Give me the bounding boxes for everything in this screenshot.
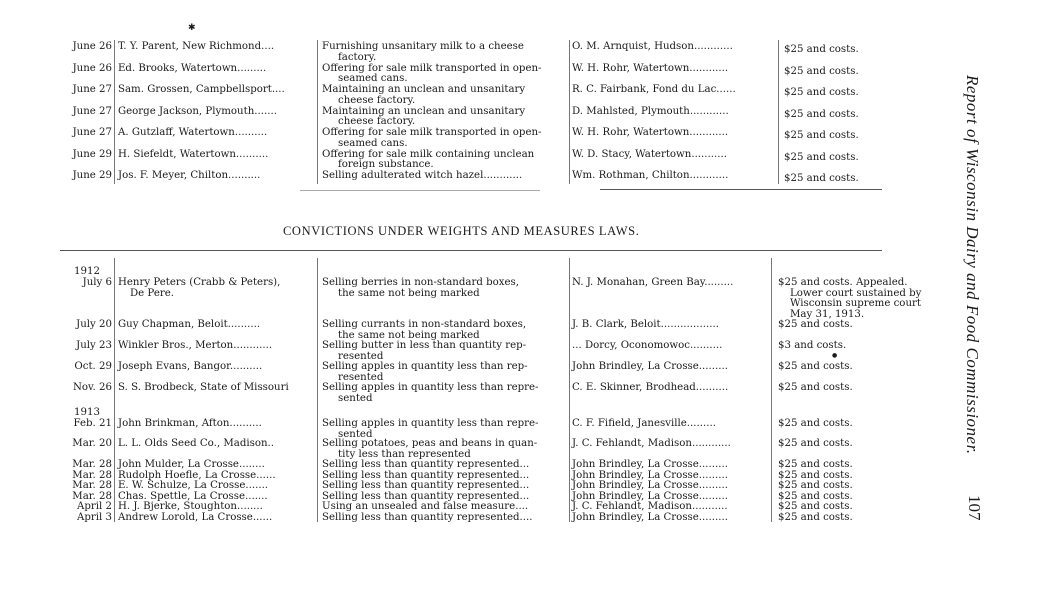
penalty-cell bbox=[778, 341, 870, 352]
prosecutor-cell: W. H. Rohr, Watertown............ bbox=[572, 62, 729, 74]
offense-cell bbox=[322, 278, 566, 299]
year-label: 1913 bbox=[74, 407, 100, 419]
defendant-cell bbox=[118, 362, 314, 373]
date-cell: Mar. 28 bbox=[72, 490, 112, 502]
penalty-cell bbox=[784, 88, 876, 99]
penalty-text: $25 and costs. bbox=[778, 319, 853, 330]
offense-cell bbox=[322, 513, 566, 524]
defendant-cell bbox=[118, 383, 314, 394]
prosecutor-cell: O. M. Arnquist, Hudson............ bbox=[572, 41, 733, 52]
penalty-text: $3 and costs. bbox=[778, 340, 847, 351]
penalty-text-continued: Lower court sustained by bbox=[790, 287, 922, 299]
offense-text: Offering for sale milk transported in open- bbox=[322, 127, 542, 138]
column-rule bbox=[569, 258, 570, 522]
offense-cell bbox=[322, 383, 566, 404]
penalty-cell bbox=[784, 110, 876, 121]
penalty-cell bbox=[778, 502, 870, 513]
offense-cell bbox=[322, 128, 566, 149]
prosecutor-cell: C. F. Fifield, Janesville......... bbox=[572, 418, 716, 429]
defendant-cell bbox=[118, 513, 314, 524]
defendant-cell: Sam. Grossen, Campbellsport.... bbox=[118, 84, 285, 95]
penalty-text: $25 and costs. bbox=[778, 490, 853, 502]
offense-cell bbox=[322, 42, 566, 63]
column-rule bbox=[114, 258, 115, 522]
page-number bbox=[962, 495, 986, 525]
offense-text: Furnishing unsanitary milk to a cheese bbox=[322, 41, 524, 52]
date-cell: Feb. 21 bbox=[73, 418, 112, 429]
offense-text: Selling berries in non-standard boxes, bbox=[322, 277, 519, 288]
offense-cell bbox=[322, 150, 566, 171]
offense-text-continued: resented bbox=[338, 371, 384, 383]
offense-text-continued: the same not being marked bbox=[338, 329, 480, 341]
offense-cell bbox=[322, 320, 566, 341]
column-rule bbox=[569, 40, 570, 184]
defendant-text: Joseph Evans, Bangor.......... bbox=[118, 361, 263, 372]
penalty-cell bbox=[778, 277, 922, 320]
defendant-text: L. L. Olds Seed Co., Madison.. bbox=[118, 438, 275, 449]
date-cell: April 2 bbox=[77, 501, 112, 512]
defendant-cell: Jos. F. Meyer, Chilton.......... bbox=[118, 170, 261, 181]
page-number-text: 107 bbox=[965, 495, 984, 521]
date-cell: Mar. 20 bbox=[72, 438, 112, 449]
dairy-convictions-table bbox=[60, 42, 872, 187]
penalty-cell bbox=[784, 67, 876, 78]
stray-print-mark: ● bbox=[832, 352, 838, 359]
date-cell: June 29 bbox=[72, 170, 112, 181]
defendant-cell: George Jackson, Plymouth....... bbox=[118, 105, 277, 117]
offense-text: Selling less than quantity represented.... bbox=[322, 511, 533, 523]
prosecutor-cell: John Brindley, La Crosse......... bbox=[572, 511, 728, 523]
penalty-cell bbox=[784, 45, 876, 56]
offense-text: Offering for sale milk containing unclean bbox=[322, 148, 535, 160]
offense-text-continued: tity less than represented bbox=[338, 448, 471, 460]
penalty-text: $25 and costs. bbox=[784, 44, 859, 55]
defendant-text: S. S. Brodbeck, State of Missouri bbox=[118, 382, 289, 393]
offense-text: Selling currants in non-standard boxes, bbox=[322, 319, 527, 330]
prosecutor-cell: ... Dorcy, Oconomowoc.......... bbox=[572, 340, 723, 351]
offense-text: Selling apples in quantity less than repre- bbox=[322, 418, 539, 429]
offense-cell bbox=[322, 460, 566, 471]
penalty-text: $25 and costs. bbox=[778, 459, 853, 470]
defendant-text: Winkler Bros., Merton............ bbox=[118, 340, 273, 351]
offense-cell bbox=[322, 502, 566, 513]
prosecutor-cell: J. B. Clark, Beloit.................. bbox=[572, 319, 719, 330]
penalty-text: $25 and costs. Appealed. bbox=[778, 277, 908, 288]
penalty-text: $25 and costs. bbox=[778, 511, 853, 523]
prosecutor-cell: R. C. Fairbank, Fond du Lac...... bbox=[572, 84, 736, 95]
defendant-cell bbox=[118, 481, 314, 492]
date-cell: June 26 bbox=[72, 62, 112, 74]
date-cell: June 26 bbox=[72, 41, 112, 52]
weights-measures-convictions-table bbox=[60, 264, 922, 528]
offense-text: Selling apples in quantity less than rep- bbox=[322, 361, 528, 372]
penalty-text: $25 and costs. bbox=[778, 382, 853, 393]
penalty-cell bbox=[784, 174, 876, 185]
date-cell: Mar. 28 bbox=[72, 459, 112, 470]
defendant-text: H. J. Bjerke, Stoughton........ bbox=[118, 501, 263, 512]
penalty-text: $25 and costs. bbox=[778, 480, 853, 491]
prosecutor-cell: John Brindley, La Crosse......... bbox=[572, 469, 728, 481]
prosecutor-cell: C. E. Skinner, Brodhead.......... bbox=[572, 382, 729, 393]
date-cell: June 27 bbox=[72, 127, 112, 138]
defendant-cell: Ed. Brooks, Watertown......... bbox=[118, 62, 267, 74]
date-cell: July 20 bbox=[76, 319, 112, 330]
offense-text: Maintaining an unclean and unsanitary bbox=[322, 105, 526, 117]
offense-text-continued: foreign substance. bbox=[338, 159, 434, 171]
column-rule bbox=[114, 40, 115, 184]
penalty-cell bbox=[778, 439, 870, 450]
defendant-cell bbox=[118, 341, 314, 352]
offense-cell bbox=[322, 481, 566, 492]
penalty-text: $25 and costs. bbox=[778, 361, 853, 372]
offense-text-continued: cheese factory. bbox=[338, 116, 416, 128]
date-cell: April 3 bbox=[77, 511, 112, 523]
date-cell: Mar. 28 bbox=[72, 480, 112, 491]
offense-text: Selling less than quantity represented... bbox=[322, 469, 530, 481]
penalty-cell bbox=[778, 419, 870, 430]
defendant-cell bbox=[118, 439, 314, 450]
date-cell: Oct. 29 bbox=[74, 361, 112, 372]
penalty-cell bbox=[784, 131, 876, 142]
column-rule bbox=[317, 258, 318, 522]
defendant-cell: A. Gutzlaff, Watertown.......... bbox=[118, 127, 268, 138]
offense-text-continued: resented bbox=[338, 350, 384, 362]
prosecutor-cell: D. Mahlsted, Plymouth............ bbox=[572, 105, 729, 117]
offense-text-continued: sented bbox=[338, 428, 373, 440]
date-cell: June 27 bbox=[72, 105, 112, 117]
offense-cell bbox=[322, 439, 566, 460]
penalty-text: $25 and costs. bbox=[784, 65, 859, 77]
defendant-text: Andrew Lorold, La Crosse...... bbox=[118, 511, 273, 523]
offense-text: Offering for sale milk transported in open- bbox=[322, 62, 542, 74]
date-cell: Nov. 26 bbox=[72, 382, 112, 393]
defendant-text: Chas. Spettle, La Crosse....... bbox=[118, 490, 268, 502]
offense-text-continued: seamed cans. bbox=[338, 73, 408, 85]
date-cell: June 29 bbox=[72, 148, 112, 160]
penalty-text-continued: May 31, 1913. bbox=[790, 308, 865, 320]
offense-text-continued: seamed cans. bbox=[338, 137, 408, 149]
table-bottom-rule bbox=[300, 190, 540, 191]
date-cell: July 6 bbox=[82, 277, 112, 288]
penalty-text: $25 and costs. bbox=[778, 469, 853, 481]
running-head bbox=[956, 75, 986, 535]
defendant-cell bbox=[118, 278, 314, 299]
defendant-cell: T. Y. Parent, New Richmond.... bbox=[118, 41, 275, 52]
penalty-text: $25 and costs. bbox=[784, 151, 859, 163]
offense-cell bbox=[322, 64, 566, 85]
heading-rule bbox=[60, 250, 882, 251]
penalty-text: $25 and costs. bbox=[784, 108, 859, 120]
offense-cell bbox=[322, 362, 566, 383]
date-cell: July 23 bbox=[76, 340, 112, 351]
defendant-cell bbox=[118, 320, 314, 331]
offense-text-continued: sented bbox=[338, 392, 373, 404]
penalty-cell bbox=[778, 383, 870, 394]
offense-cell bbox=[322, 107, 566, 128]
defendant-text: John Mulder, La Crosse........ bbox=[118, 459, 265, 470]
prosecutor-cell: J. C. Fehlandt, Madison............ bbox=[572, 438, 731, 449]
prosecutor-cell: N. J. Monahan, Green Bay......... bbox=[572, 277, 734, 288]
prosecutor-cell: John Brindley, La Crosse......... bbox=[572, 459, 728, 470]
penalty-text: $25 and costs. bbox=[778, 438, 853, 449]
offense-text-continued: the same not being marked bbox=[338, 287, 480, 299]
offense-cell bbox=[322, 341, 566, 362]
defendant-text-continued: De Pere. bbox=[130, 287, 174, 299]
offense-text: Maintaining an unclean and unsanitary bbox=[322, 84, 526, 95]
defendant-text: Guy Chapman, Beloit.......... bbox=[118, 319, 261, 330]
defendant-cell bbox=[118, 419, 314, 430]
penalty-cell bbox=[778, 481, 870, 492]
prosecutor-cell: J. C. Fehlandt, Madison........... bbox=[572, 501, 728, 512]
offense-cell bbox=[322, 419, 566, 440]
penalty-cell bbox=[778, 320, 870, 331]
offense-text: Selling less than quantity represented... bbox=[322, 459, 530, 470]
defendant-cell bbox=[118, 460, 314, 471]
offense-cell bbox=[322, 171, 566, 182]
offense-text-continued: factory. bbox=[338, 51, 377, 63]
stray-print-mark: ✱ bbox=[188, 23, 196, 33]
running-head-text: Report of Wisconsin Dairy and Food Commissioner. bbox=[963, 75, 982, 455]
prosecutor-cell: John Brindley, La Crosse......... bbox=[572, 361, 728, 372]
offense-text: Using an unsealed and false measure.... bbox=[322, 501, 529, 512]
year-label: 1912 bbox=[74, 266, 100, 278]
defendant-text: E. W. Schulze, La Crosse....... bbox=[118, 480, 269, 491]
offense-text: Selling apples in quantity less than repre- bbox=[322, 382, 539, 393]
defendant-cell: H. Siefeldt, Watertown.......... bbox=[118, 148, 269, 160]
penalty-cell bbox=[778, 513, 870, 524]
offense-text: Selling less than quantity represented... bbox=[322, 490, 530, 502]
column-rule bbox=[778, 40, 779, 184]
penalty-text: $25 and costs. bbox=[784, 130, 859, 141]
prosecutor-cell: W. H. Rohr, Watertown............ bbox=[572, 127, 729, 138]
prosecutor-cell: John Brindley, La Crosse......... bbox=[572, 490, 728, 502]
prosecutor-cell: Wm. Rothman, Chilton............ bbox=[572, 170, 729, 181]
defendant-cell bbox=[118, 502, 314, 513]
defendant-text: Henry Peters (Crabb & Peters), bbox=[118, 277, 281, 288]
penalty-cell bbox=[784, 153, 876, 164]
penalty-text: $25 and costs. bbox=[784, 173, 859, 184]
prosecutor-cell: John Brindley, La Crosse......... bbox=[572, 480, 728, 491]
defendant-text: John Brinkman, Afton.......... bbox=[118, 418, 262, 429]
penalty-text-continued: Wisconsin supreme court bbox=[790, 298, 921, 310]
penalty-text: $25 and costs. bbox=[778, 501, 853, 512]
prosecutor-cell: W. D. Stacy, Watertown........... bbox=[572, 148, 727, 160]
offense-text-continued: cheese factory. bbox=[338, 94, 416, 106]
offense-text: Selling adulterated witch hazel............ bbox=[322, 170, 523, 181]
column-rule bbox=[317, 40, 318, 184]
date-cell: Mar. 28 bbox=[72, 469, 112, 481]
penalty-cell bbox=[778, 460, 870, 471]
offense-cell bbox=[322, 85, 566, 106]
section-title: CONVICTIONS UNDER WEIGHTS AND MEASURES LAWS. bbox=[283, 224, 640, 238]
offense-text: Selling butter in less than quantity rep- bbox=[322, 340, 527, 351]
defendant-text: Rudolph Hoefle, La Crosse...... bbox=[118, 469, 276, 481]
table-bottom-rule bbox=[600, 189, 882, 190]
penalty-cell bbox=[778, 362, 870, 373]
date-cell: June 27 bbox=[72, 84, 112, 95]
offense-text: Selling potatoes, peas and beans in quan- bbox=[322, 438, 538, 449]
penalty-text: $25 and costs. bbox=[784, 87, 859, 98]
penalty-text: $25 and costs. bbox=[778, 418, 853, 429]
offense-text: Selling less than quantity represented... bbox=[322, 480, 530, 491]
